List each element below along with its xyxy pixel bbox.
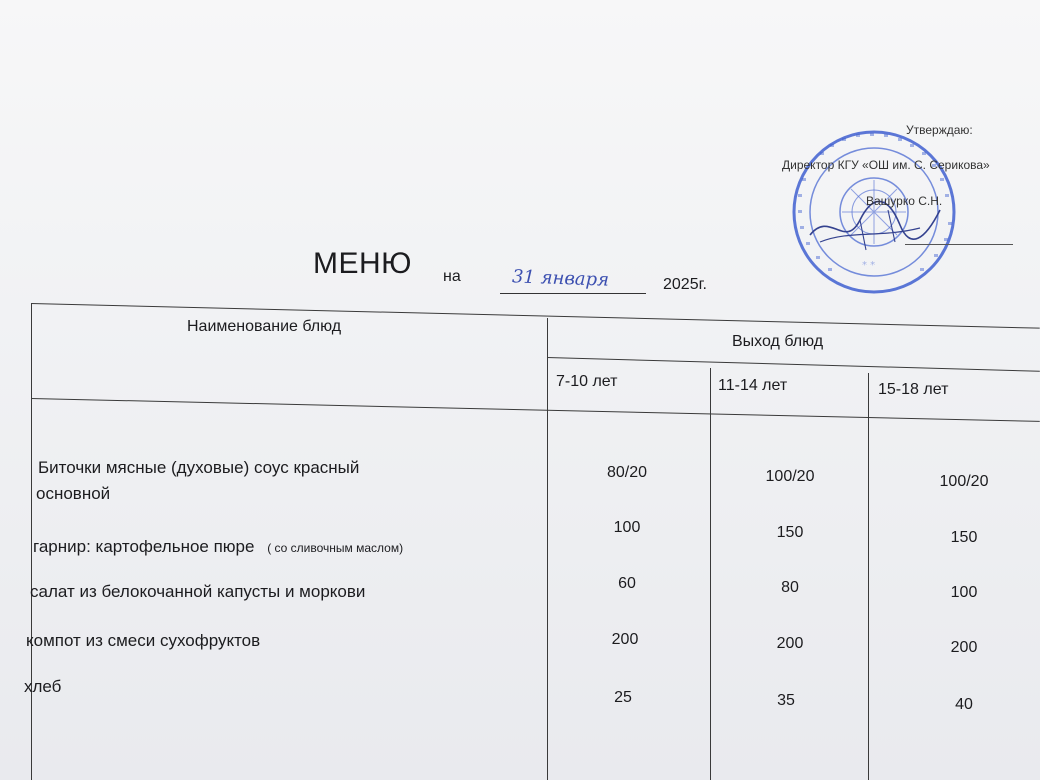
row-1-value-3: 100/20 — [939, 473, 989, 490]
header-age-1: 7-10 лет — [556, 373, 618, 390]
row-3-value-1: 60 — [618, 575, 636, 592]
table-col-divider-1 — [547, 318, 548, 780]
table-col-divider-3 — [868, 373, 869, 780]
approval-title: Утверждаю: — [906, 123, 973, 137]
row-2-value-3: 150 — [950, 529, 978, 546]
header-output: Выход блюд — [732, 333, 824, 350]
table-border-left — [31, 304, 32, 780]
menu-on-label: на — [443, 268, 461, 285]
row-5-value-2: 35 — [777, 692, 795, 709]
row-2-dish-text: гарнир: картофельное пюре — [33, 537, 255, 556]
row-2-value-1: 100 — [613, 519, 641, 536]
row-2-value-2: 150 — [776, 524, 804, 541]
menu-year: 2025г. — [663, 276, 707, 293]
row-3-dish: салат из белокочанной капусты и моркови — [30, 582, 366, 601]
row-1-dish: Биточки мясные (духовые) соус красный — [38, 458, 360, 477]
table-border-top — [31, 303, 1040, 329]
table-col-divider-2 — [710, 368, 711, 780]
row-1-value-2: 100/20 — [765, 468, 815, 485]
menu-date-handwritten: 31 января — [511, 266, 610, 291]
row-2-dish — [33, 537, 403, 557]
menu-title: МЕНЮ — [313, 247, 412, 280]
svg-text:* *: * * — [862, 260, 876, 271]
row-4-value-2: 200 — [776, 635, 804, 652]
row-5-value-1: 25 — [614, 689, 632, 706]
header-age-3: 15-18 лет — [878, 381, 949, 398]
row-4-dish: компот из смеси сухофруктов — [26, 631, 261, 650]
approval-name: Вашурко С.Н. — [866, 194, 943, 208]
row-5-value-3: 40 — [955, 696, 973, 713]
header-dish-name: Наименование блюд — [187, 318, 342, 335]
row-4-value-3: 200 — [950, 639, 978, 656]
approval-director: Директор КГУ «ОШ им. С. Серикова» — [782, 158, 990, 172]
table-age-divider — [547, 357, 1040, 372]
row-2-dish-note: ( со сливочным маслом) — [267, 541, 404, 555]
table-header-bottom — [31, 398, 1040, 422]
header-age-2: 11-14 лет — [718, 377, 788, 394]
row-1-dish-line2: основной — [36, 484, 111, 503]
row-3-value-3: 100 — [950, 584, 978, 601]
row-1-value-1: 80/20 — [606, 464, 648, 481]
row-3-value-2: 80 — [781, 579, 799, 596]
row-4-value-1: 200 — [611, 631, 639, 648]
row-5-dish: хлеб — [24, 677, 62, 696]
